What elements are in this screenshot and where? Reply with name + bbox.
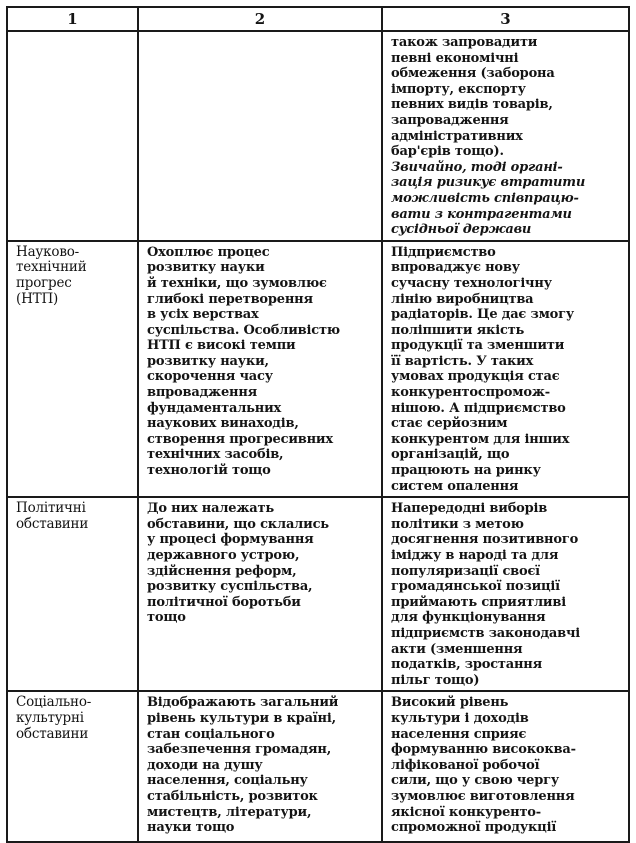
text-line: культурні xyxy=(16,709,84,726)
text-line: Підприємство xyxy=(391,244,496,260)
text-line: бар'єрів тощо). xyxy=(391,144,504,160)
text-line: політики з метою xyxy=(391,516,524,532)
text-line: (НТП) xyxy=(16,290,59,307)
table-row xyxy=(7,691,629,842)
text-line: створення прогресивних xyxy=(147,431,333,447)
column-header-2: 2 xyxy=(138,7,382,31)
text-line: населення сприяє xyxy=(391,726,527,742)
text-line: зумовлює виготовлення xyxy=(391,788,575,804)
text-line: нішою. А підприємство xyxy=(391,400,566,416)
text-line: обставини, що склались xyxy=(147,516,329,532)
description-cell xyxy=(138,691,382,842)
text-line: радіаторів. Це дає змогу xyxy=(391,307,575,323)
text-line: стабільність, розвиток xyxy=(147,788,318,804)
text-line-italic: зація ризикує втратити xyxy=(391,175,586,191)
factor-cell xyxy=(7,241,138,498)
text-line: скорочення часу xyxy=(147,369,273,385)
text-line: обставини xyxy=(16,725,89,742)
text-line: систем опалення xyxy=(391,478,519,494)
text-line: державного устрою, xyxy=(147,548,300,563)
example-cell xyxy=(382,497,629,691)
text-line: працюють на ринку xyxy=(391,463,541,479)
text-line-italic: Звичайно, тоді органі- xyxy=(391,159,563,175)
text-line: досягнення позитивного xyxy=(391,532,579,548)
text-line: рівень культури в країні, xyxy=(147,710,336,726)
text-line: формуванню висококва- xyxy=(391,742,576,758)
text-line: для функціонування xyxy=(391,610,546,626)
text-line: здійснення реформ, xyxy=(147,563,297,579)
text-line: тощо xyxy=(147,610,186,626)
text-line: Політичні xyxy=(16,500,86,517)
text-line: організацій, що xyxy=(391,447,510,463)
text-line: спроможної продукції xyxy=(391,820,557,836)
text-line: у процесі формування xyxy=(147,532,314,548)
text-line: Науково- xyxy=(16,243,80,260)
text-line: Високий рівень xyxy=(391,695,509,711)
example-cell xyxy=(382,241,629,498)
text-line: умовах продукція стає xyxy=(391,369,560,385)
text-line: впровадження xyxy=(147,385,258,401)
text-line: її вартість. У таких xyxy=(391,353,534,369)
text-line: сили, що у свою чергу xyxy=(391,773,559,789)
text-line: Охоплює процес xyxy=(147,244,270,260)
factors-table xyxy=(6,6,630,843)
text-line: податків, зростання xyxy=(391,657,543,673)
text-line: Відображають загальний xyxy=(147,695,339,711)
text-line-italic: сусідньої держави xyxy=(391,222,532,238)
text-line: обмеження (заборона xyxy=(391,66,555,82)
text-line: лінію виробництва xyxy=(391,291,534,307)
description-cell xyxy=(138,241,382,498)
text-line: технологій тощо xyxy=(147,463,271,479)
text-line: розвитку науки xyxy=(147,260,265,276)
text-line: культури і доходів xyxy=(391,710,529,726)
document-page xyxy=(6,6,628,843)
table-row xyxy=(7,497,629,691)
text-line: мистецтв, літератури, xyxy=(147,804,312,820)
text-line: запровадження xyxy=(391,112,509,128)
text-line-italic: можливість співпрацю- xyxy=(391,190,579,206)
text-line: громадянської позиції xyxy=(391,579,560,595)
description-cell xyxy=(138,497,382,691)
header-row xyxy=(7,7,629,31)
column-header-3: 3 xyxy=(382,7,629,31)
text-line: доходи на душу xyxy=(147,757,263,773)
text-line: іміджу в народі та для xyxy=(391,548,559,563)
table-row xyxy=(7,241,629,498)
text-line: певних видів товарів, xyxy=(391,97,553,113)
text-line: певні економічні xyxy=(391,50,519,66)
text-line: імпорту, експорту xyxy=(391,81,526,97)
text-line: розвитку науки, xyxy=(147,353,269,369)
text-line: в усіх верствах xyxy=(147,307,259,323)
text-line: До них належать xyxy=(147,501,274,517)
text-line: якісної конкуренто- xyxy=(391,804,541,820)
text-line: конкурентоспромож- xyxy=(391,385,550,401)
text-line: науки тощо xyxy=(147,820,235,836)
text-line: пільг тощо) xyxy=(391,672,480,688)
text-line: глибокі перетворення xyxy=(147,291,313,307)
text-line: технічний xyxy=(16,259,87,276)
text-line: Напередодні виборів xyxy=(391,501,548,517)
text-line: наукових винаходів, xyxy=(147,416,299,432)
text-line: НТП є високі темпи xyxy=(147,338,296,354)
text-line-italic: вати з контрагентами xyxy=(391,206,572,222)
text-line: адміністративних xyxy=(391,128,523,144)
example-cell xyxy=(382,31,629,241)
text-line: населення, соціальну xyxy=(147,773,308,789)
text-line: Соціально- xyxy=(16,694,92,711)
text-line: акти (зменшення xyxy=(391,641,523,657)
column-header-1: 1 xyxy=(7,7,138,31)
description-cell xyxy=(138,31,382,241)
text-line: технічних засобів, xyxy=(147,447,284,463)
text-line: ліфікованої робочої xyxy=(391,757,540,773)
text-line: фундаментальних xyxy=(147,400,282,416)
table-row xyxy=(7,31,629,241)
factor-cell xyxy=(7,691,138,842)
text-line: популяризації своєї xyxy=(391,563,540,579)
text-line: стан соціального xyxy=(147,726,275,742)
text-line: також запровадити xyxy=(391,35,538,50)
text-line: суспільства. Особливістю xyxy=(147,322,340,338)
factor-cell xyxy=(7,31,138,241)
text-line: сучасну технологічну xyxy=(391,275,552,291)
text-line: продукції та зменшити xyxy=(391,338,565,354)
text-line: стає серйозним xyxy=(391,416,508,432)
text-line: забезпечення громадян, xyxy=(147,742,332,758)
text-line: впроваджує нову xyxy=(391,260,520,276)
text-line: й техніки, що зумовлює xyxy=(147,275,327,291)
text-line: поліпшити якість xyxy=(391,322,525,338)
example-cell xyxy=(382,691,629,842)
text-line: підприємств законодавчі xyxy=(391,625,581,641)
text-line: розвитку суспільства, xyxy=(147,579,313,595)
text-line: прогрес xyxy=(16,274,72,291)
factor-cell xyxy=(7,497,138,691)
text-line: обставини xyxy=(16,515,89,532)
text-line: конкурентом для інших xyxy=(391,431,570,447)
text-line: політичної боротьби xyxy=(147,594,301,610)
text-line: приймають сприятливі xyxy=(391,594,566,610)
